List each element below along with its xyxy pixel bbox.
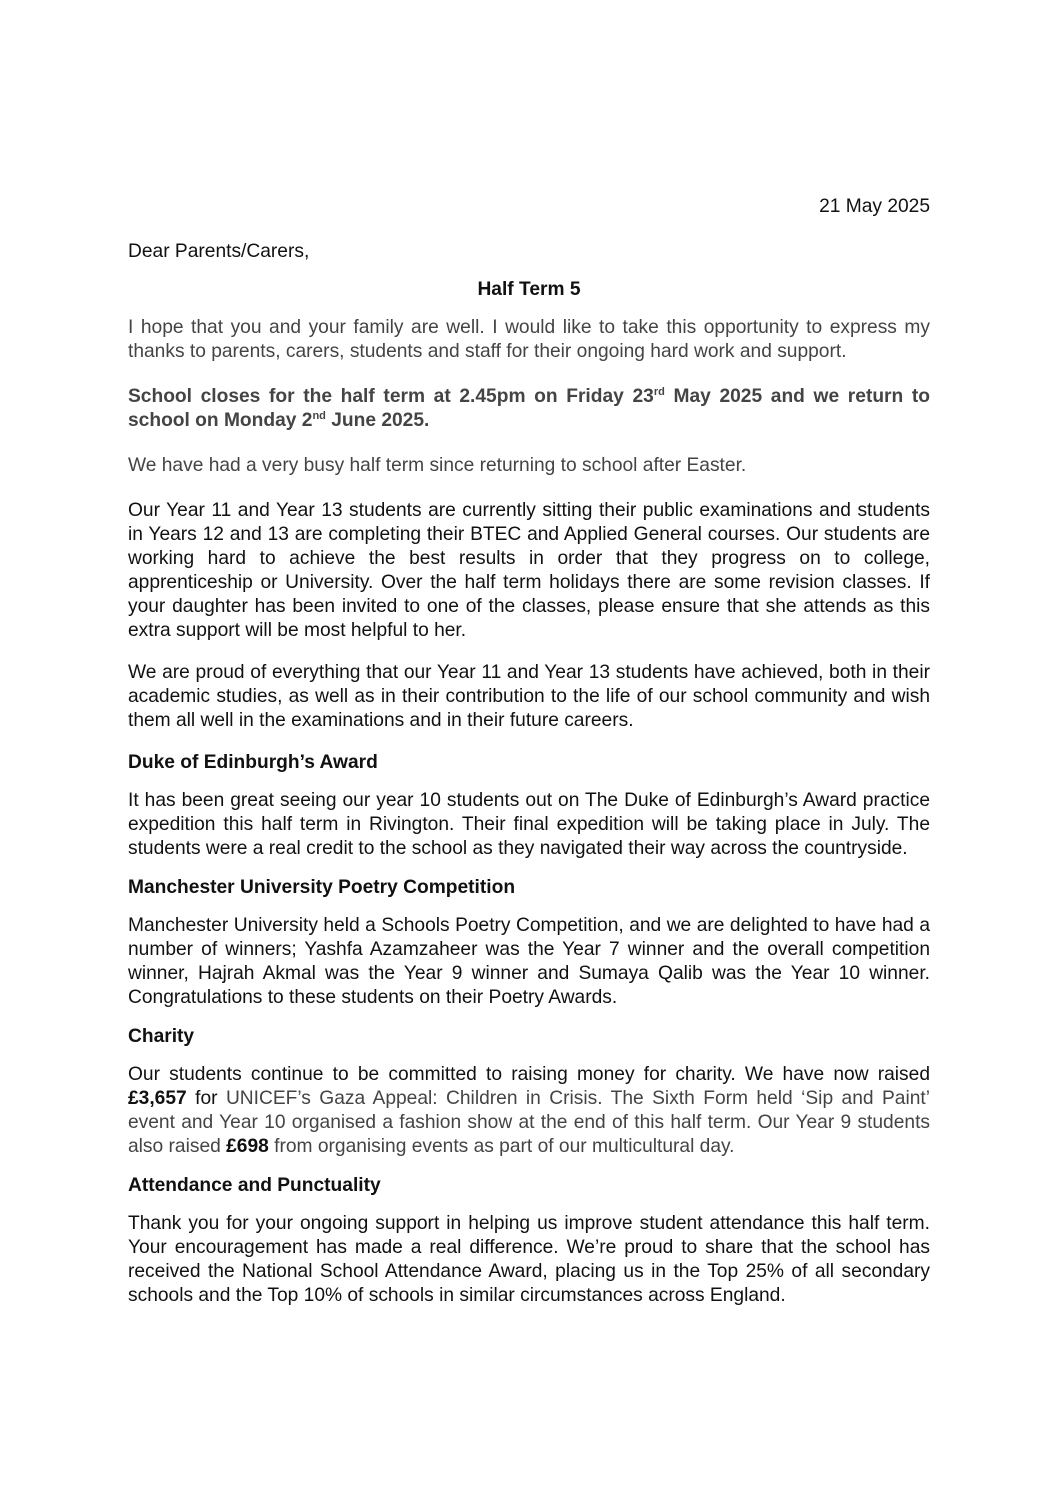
closing-notice-sup1: rd <box>653 386 665 398</box>
charity-amount-year9: £698 <box>226 1136 269 1157</box>
salutation: Dear Parents/Carers, <box>128 241 310 262</box>
charity-part1: Our students continue to be committed to raising money for charity. We have now raised <box>128 1064 930 1085</box>
closing-notice-part2: May 2025 and we return to school on Monday 2 <box>128 386 930 431</box>
closing-notice-part3: June 2025. <box>325 410 430 431</box>
closing-notice-part1: School closes for the half term at 2.45pm on Friday 23 <box>128 386 654 407</box>
charity-heading: Charity <box>128 1026 195 1047</box>
charity-part3: UNICEF’s Gaza Appeal: Children in Crisis. The Sixth Form held ‘Sip and Paint’ event and Year 10 organised a fashion show at the end of this half term. Our Year 9 students also raised <box>128 1088 930 1157</box>
charity-paragraph <box>128 1063 930 1159</box>
poetry-paragraph: Manchester University held a Schools Poetry Competition, and we are delighted to have had a number of winners; Yashfa Azamzaheer was the Year 7 winner and the overall competition winner, Hajrah Akmal was the Year 9 winner and Sumaya Qalib was the Year 10 winner. Congratulations to these students on their Poetry Awards. <box>128 915 930 1008</box>
closing-notice <box>128 385 930 433</box>
doe-paragraph: It has been great seeing our year 10 students out on The Duke of Edinburgh’s Award practice expedition this half term in Rivington. Their final expedition will be taking place in July. The students were a real credit to the school as they navigated their way across the countryside. <box>128 790 930 859</box>
doe-heading: Duke of Edinburgh’s Award <box>128 752 378 773</box>
charity-part4: from organising events as part of our multicultural day. <box>268 1136 735 1157</box>
proud-paragraph: We are proud of everything that our Year 11 and Year 13 students have achieved, both in their academic studies, as well as in their contribution to the life of our school community and wish them all well in the examinations and in their future careers. <box>128 662 930 731</box>
charity-part2: for <box>186 1088 226 1109</box>
busy-paragraph: We have had a very busy half term since returning to school after Easter. <box>128 455 747 476</box>
poetry-heading: Manchester University Poetry Competition <box>128 877 516 898</box>
closing-notice-sup2: nd <box>312 410 326 422</box>
attendance-paragraph: Thank you for your ongoing support in helping us improve student attendance this half term. Your encouragement has made a real difference. We’re proud to share that the school has received the National School Attendance Award, placing us in the Top 25% of all secondary schools and the Top 10% of schools in similar circumstances across England. <box>128 1213 930 1306</box>
letter-title: Half Term 5 <box>477 279 581 300</box>
charity-amount-unicef: £3,657 <box>128 1088 187 1109</box>
letter-page <box>128 195 930 1308</box>
exams-paragraph: Our Year 11 and Year 13 students are currently sitting their public examinations and students in Years 12 and 13 are completing their BTEC and Applied General courses. Our students are working hard to achieve the best results in order that they progress on to college, apprenticeship or University. Over the half term holidays there are some revision classes. If your daughter has been invited to one of the classes, please ensure that she attends as this extra support will be most helpful to her. <box>128 500 930 641</box>
attendance-heading: Attendance and Punctuality <box>128 1175 381 1196</box>
intro-paragraph: I hope that you and your family are well. I would like to take this opportunity to express my thanks to parents, carers, students and staff for their ongoing hard work and support. <box>128 317 930 362</box>
letter-date: 21 May 2025 <box>819 196 930 217</box>
